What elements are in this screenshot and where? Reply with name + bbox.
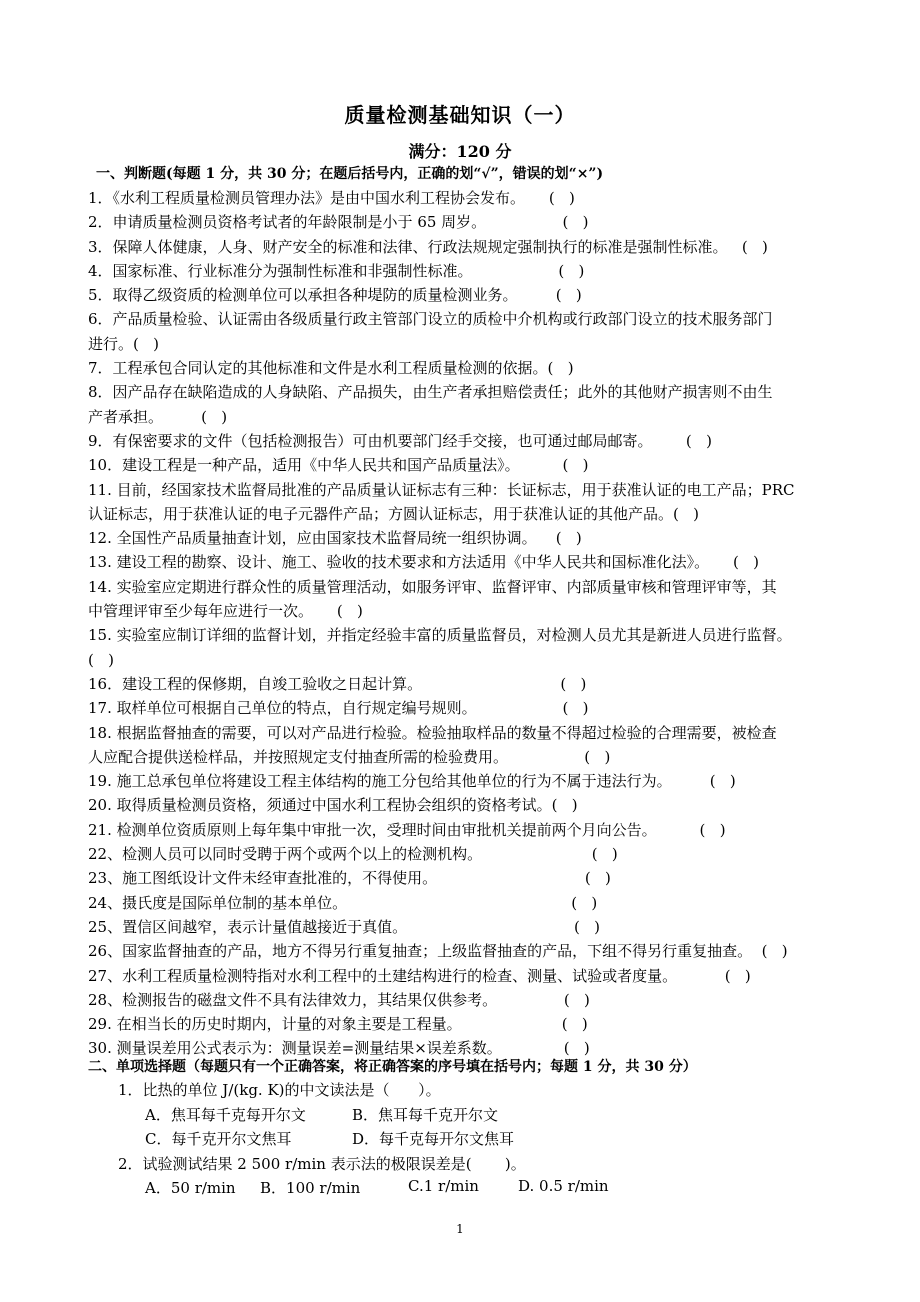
question-line: 7．工程承包合同认定的其他标准和文件是水利工程质量检测的依据。( ) <box>88 359 574 378</box>
section-heading-judgment: 一、判断题(每题 1 分，共 30 分；在题后括号内，正确的划“√”，错误的划“×”) <box>96 166 604 182</box>
question-line: 9．有保密要求的文件（包括检测报告）可由机要部门经手交接，也可通过邮局邮寄。 ( ) <box>88 431 712 450</box>
question-line: 进行。( ) <box>88 334 160 353</box>
question-line: 27、水利工程质量检测特指对水利工程中的土建结构进行的检查、测量、试验或者度量。 ( ) <box>88 966 751 985</box>
question-line: 人应配合提供送检样品，并按照规定支付抽查所需的检验费用。 ( ) <box>88 747 611 766</box>
choice-option: A．50 r/min <box>145 1179 236 1197</box>
question-line: 21. 检测单位资质原则上每年集中审批一次，受理时间由审批机关提前两个月向公告。 ( ) <box>88 820 726 839</box>
question-line: 19. 施工总承包单位将建设工程主体结构的施工分包给其他单位的行为不属于违法行为。 ( ) <box>88 772 736 791</box>
question-line: 2．申请质量检测员资格考试者的年龄限制是小于 65 周岁。 ( ) <box>88 213 589 232</box>
question-line: ( ) <box>88 650 115 669</box>
choice-question-stem: 1．比热的单位 J/(kg. K)的中文读法是（ ）。 <box>118 1081 441 1099</box>
question-line: 15. 实验室应制订详细的监督计划，并指定经验丰富的质量监督员，对检测人员尤其是新进人员进行监督。 <box>88 626 792 645</box>
judgment-question-list <box>88 186 848 1061</box>
question-line: 26、国家监督抽查的产品，地方不得另行重复抽查；上级监督抽查的产品，下组不得另行重复抽查。 ( ) <box>88 942 788 961</box>
question-line: 20. 取得质量检测员资格，须通过中国水利工程协会组织的资格考试。( ) <box>88 796 578 815</box>
choice-option: C.1 r/min <box>408 1177 479 1195</box>
question-line: 11. 目前，经国家技术监督局批准的产品质量认证标志有三种：长证标志，用于获准认证的电工产品；PRC <box>88 480 795 499</box>
document-title: 质量检测基础知识（一） <box>344 103 576 127</box>
choice-option: C．每千克开尔文焦耳 <box>145 1130 292 1148</box>
question-line: 3．保障人体健康，人身、财产安全的标准和法律、行政法规规定强制执行的标准是强制性标准。 ( ) <box>88 237 768 256</box>
question-line: 认证标志，用于获准认证的电子元器件产品；方圆认证标志，用于获准认证的其他产品。( ) <box>88 504 700 523</box>
question-line: 16．建设工程的保修期，自竣工验收之日起计算。 ( ) <box>88 674 587 693</box>
choice-option: B．焦耳每千克开尔文 <box>352 1106 499 1124</box>
question-line: 6．产品质量检验、认证需由各级质量行政主管部门设立的质检中介机构或行政部门设立的技术服务部门 <box>88 310 773 329</box>
question-line: 5．取得乙级资质的检测单位可以承担各种堤防的质量检测业务。 ( ) <box>88 286 582 305</box>
question-line: 12. 全国性产品质量抽查计划，应由国家技术监督局统一组织协调。 ( ) <box>88 529 582 548</box>
question-line: 产者承担。 ( ) <box>88 407 228 426</box>
question-line: 4．国家标准、行业标准分为强制性标准和非强制性标准。 ( ) <box>88 261 585 280</box>
question-line: 18. 根据监督抽查的需要，可以对产品进行检验。检验抽取样品的数量不得超过检验的合理需要，被检查 <box>88 723 777 742</box>
question-line: 14. 实验室应定期进行群众性的质量管理活动，如服务评审、监督评审、内部质量审核和管理评审等，其 <box>88 577 777 596</box>
question-line: 28、检测报告的磁盘文件不具有法律效力，其结果仅供参考。 ( ) <box>88 990 590 1009</box>
choice-option: D．每千克每开尔文焦耳 <box>352 1130 515 1148</box>
choice-option: D. 0.5 r/min <box>518 1177 609 1195</box>
choice-question-stem: 2．试验测试结果 2 500 r/min 表示法的极限误差是( )。 <box>118 1155 526 1173</box>
question-line: 22、检测人员可以同时受聘于两个或两个以上的检测机构。 ( ) <box>88 845 618 864</box>
question-line: 30. 测量误差用公式表示为：测量误差=测量结果×误差系数。 ( ) <box>88 1039 590 1058</box>
question-line: 1．《水利工程质量检测员管理办法》是由中国水利工程协会发布。 ( ) <box>88 189 575 207</box>
question-line: 25、置信区间越窄，表示计量值越接近于真值。 ( ) <box>88 917 600 936</box>
question-line: 中管理评审至少每年应进行一次。 ( ) <box>88 602 363 621</box>
question-line: 13. 建设工程的勘察、设计、施工、验收的技术要求和方法适用《中华人民共和国标准化法》。 ( ) <box>88 553 759 572</box>
total-score: 满分：120 分 <box>408 142 512 161</box>
question-line: 24、摄氏度是国际单位制的基本单位。 ( ) <box>88 893 598 912</box>
choice-option: B．100 r/min <box>260 1179 361 1197</box>
question-line: 10．建设工程是一种产品，适用《中华人民共和国产品质量法》。 ( ) <box>88 456 589 475</box>
question-line: 29. 在相当长的历史时期内，计量的对象主要是工程量。 ( ) <box>88 1015 588 1034</box>
page-number: 1 <box>456 1222 464 1236</box>
question-line: 17. 取样单位可根据自己单位的特点，自行规定编号规则。 ( ) <box>88 699 589 718</box>
question-line: 8．因产品存在缺陷造成的人身缺陷、产品损失，由生产者承担赔偿责任；此外的其他财产损害则不由生 <box>88 383 773 402</box>
question-line: 23、施工图纸设计文件未经审查批准的，不得使用。 ( ) <box>88 869 611 888</box>
section-heading-choice: 二、单项选择题（每题只有一个正确答案，将正确答案的序号填在括号内；每题 1 分，共 30 分） <box>88 1059 697 1075</box>
choice-option: A．焦耳每千克每开尔文 <box>145 1106 306 1124</box>
